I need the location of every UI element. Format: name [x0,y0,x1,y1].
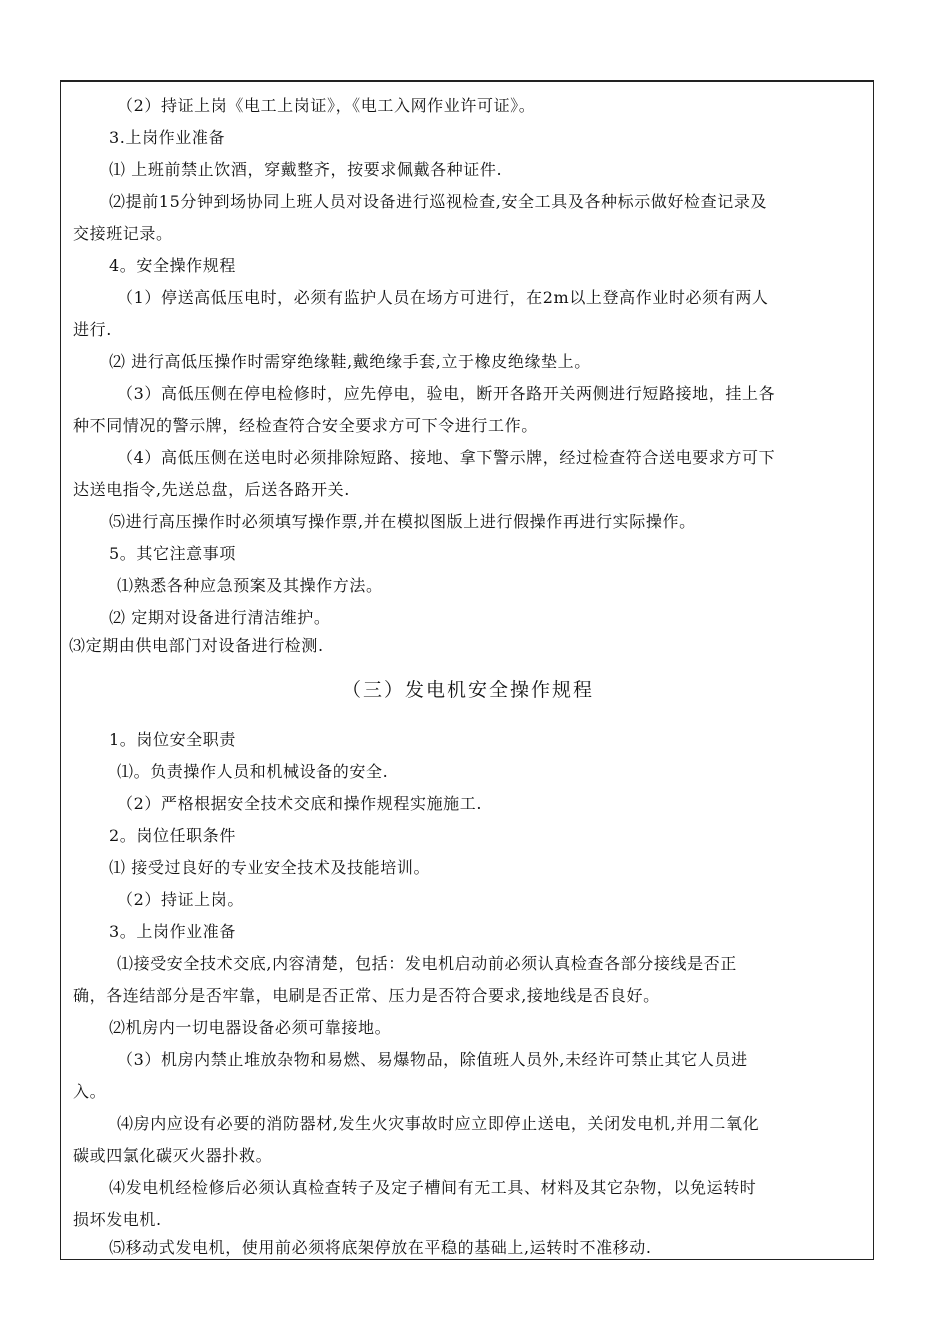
text-line: （2）持证上岗《电工上岗证》，《电工入网作业许可证》。 [117,96,536,115]
text-line: ⑸移动式发电机，使用前必须将底架停放在平稳的基础上,运转时不准移动. [109,1238,652,1257]
text-line: ⑴ 上班前禁止饮酒，穿戴整齐，按要求佩戴各种证件. [109,160,503,179]
text-line: ⑴。负责操作人员和机械设备的安全. [117,762,389,781]
text-line: 种不同情况的警示牌，经检查符合安全要求方可下令进行工作。 [73,416,538,435]
section-heading: 2。岗位任职条件 [109,826,236,845]
text-line: ⑸进行高压操作时必须填写操作票,并在模拟图版上进行假操作再进行实际操作。 [109,512,696,531]
text-line: 确，各连结部分是否牢靠，电刷是否正常、压力是否符合要求,接地线是否良好。 [73,986,660,1005]
document-frame [60,80,874,1260]
text-line: 进行. [73,320,112,339]
section-heading: 1。岗位安全职责 [109,730,236,749]
section-heading: 3。上岗作业准备 [109,922,236,941]
text-line: （3）高低压侧在停电检修时，应先停电，验电，断开各路开关两侧进行短路接地，挂上各 [117,384,776,403]
text-line: ⑴接受安全技术交底,内容清楚，包括：发电机启动前必须认真检查各部分接线是否正 [117,954,737,973]
text-line: ⑵ 定期对设备进行清洁维护。 [109,608,331,627]
section-heading: 4。安全操作规程 [109,256,236,275]
text-line: 损坏发电机. [73,1210,162,1229]
text-line: 交接班记录。 [73,224,173,243]
text-line: （2）严格根据安全技术交底和操作规程实施施工. [117,794,483,813]
text-line: 达送电指令,先送总盘，后送各路开关. [73,480,350,499]
text-line: （4）高低压侧在送电时必须排除短路、接地、拿下警示牌，经过检查符合送电要求方可下 [117,448,776,467]
section-heading: 3.上岗作业准备 [109,128,226,147]
text-line: （2）持证上岗。 [117,890,244,909]
text-line: ⑴熟悉各种应急预案及其操作方法。 [117,576,383,595]
text-line: （3）机房内禁止堆放杂物和易燃、易爆物品，除值班人员外,未经许可禁止其它人员进 [117,1050,748,1069]
chapter-title: （三）发电机安全操作规程 [341,679,594,701]
text-line: ⑵ 进行高低压操作时需穿绝缘鞋,戴绝缘手套,立于橡皮绝缘垫上。 [109,352,591,371]
text-line: ⑵机房内一切电器设备必须可靠接地。 [109,1018,392,1037]
text-line: 入。 [73,1082,107,1101]
section-heading: 5。其它注意事项 [109,544,236,563]
text-line: 碳或四氯化碳灭火器扑救。 [73,1146,273,1165]
text-line: ⑵提前15分钟到场协同上班人员对设备进行巡视检查,安全工具及各种标示做好检查记录及 [109,192,768,211]
text-line: ⑷发电机经检修后必须认真检查转子及定子槽间有无工具、材料及其它杂物，以免运转时 [109,1178,757,1197]
text-line: ⑷房内应设有必要的消防器材,发生火灾事故时应立即停止送电，关闭发电机,并用二氧化 [117,1114,760,1133]
text-line: ⑶定期由供电部门对设备进行检测. [69,636,324,655]
text-line: ⑴ 接受过良好的专业安全技术及技能培训。 [109,858,431,877]
text-line: （1）停送高低压电时，必须有监护人员在场方可进行，在2m以上登高作业时必须有两人 [117,288,769,307]
